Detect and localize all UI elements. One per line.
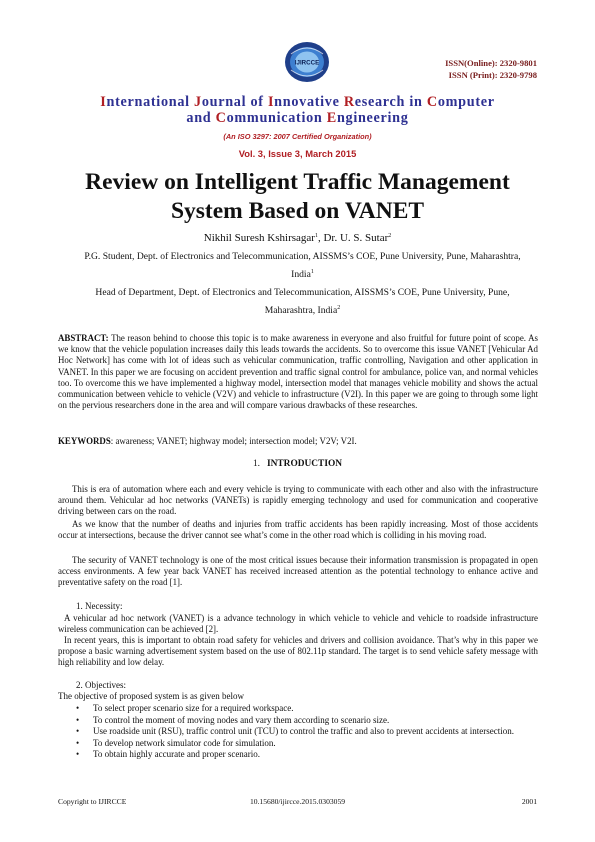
journal-name-line2 — [60, 110, 535, 126]
objectives-heading: 2. Objectives: — [76, 680, 126, 690]
keywords — [58, 436, 538, 447]
affil2-line1: Head of Department, Dept. of Electronics and Telecommunication, AISSMS’s COE, Pune University, Pune, — [95, 287, 510, 298]
list-item: • To obtain highly accurate and proper scenario. — [76, 749, 538, 761]
objectives-list — [76, 703, 538, 761]
jn-cap: I — [267, 94, 275, 110]
necessity-heading: 1. Necessity: — [76, 601, 123, 611]
section-title: INTRODUCTION — [267, 459, 343, 469]
jn-word: ngineering — [336, 110, 409, 126]
affil2-sup: 2 — [337, 305, 341, 311]
authors — [0, 232, 595, 244]
jn-word: ournal of — [201, 94, 268, 110]
jn-cap: R — [343, 94, 355, 110]
section-heading-introduction — [0, 459, 595, 469]
affil1-line1: P.G. Student, Dept. of Electronics and Telecommunication, AISSMS’s COE, Pune University, Pune, Maharashtra, — [84, 251, 521, 262]
keywords-label: KEYWORDS — [58, 436, 111, 446]
jn-cap: C — [426, 94, 438, 110]
journal-logo — [283, 40, 331, 84]
intro-paragraph-2: As we know that the number of deaths and injuries from traffic accidents has been rapidly increasing. Most of those accidents occur at intersections, because the driver cannot see what’s come in the other road which is colliding in his moving road. — [58, 519, 538, 541]
author-1-sup: 1 — [314, 233, 318, 239]
jn-word: omputer — [437, 94, 495, 110]
footer-copyright: Copyright to IJIRCCE — [58, 797, 127, 806]
issn-online: ISSN(Online): 2320-9801 — [445, 58, 537, 68]
affil1-sup: 1 — [310, 269, 314, 275]
author-2: , Dr. U. S. Sutar — [317, 232, 389, 244]
logo-text: IJIRCCE — [294, 59, 320, 67]
jn-word: nnovative — [274, 94, 344, 110]
paper-title — [40, 168, 555, 226]
title-line1: Review on Intelligent Traffic Management — [85, 169, 510, 195]
iso-certification: (An ISO 3297: 2007 Certified Organization) — [223, 132, 372, 141]
footer-page-number: 2001 — [521, 797, 537, 806]
intro-paragraph-1: This is era of automation where each and every vehicle is trying to communicate with each other and also with the infrastructure around them. Vehicular ad hoc networks (VANETs) is rapidly emerging technology and used for communication and cooperative driving between cars on the road. — [58, 484, 538, 517]
volume-issue: Vol. 3, Issue 3, March 2015 — [238, 148, 357, 159]
affiliation-1 — [80, 248, 525, 284]
abstract-text: The reason behind to choose this topic is to make awareness in everyone and also fruitful for future point of scope. As we know that the vehicle population increases daily this leads towards the accidents. So to overcome this issue VANET [Vehicular Ad Hoc Network] has come with lot of ideas such as vehicular communication, traffic controlling, Navigation and other application in VANET. In this paper we are focusing on accident prevention and traffic signal control for ambulance, police van, and normal vehicles too. To overcome this we have implemented a highway model, intersection model that manages vehicle mobility and shows the actual communication between vehicle to vehicle (V2V) and vehicle to infrastructure (V2I). In this paper we are going to through some light on the pervious researchers done in the area and will compare various drawbacks of these researches. — [58, 333, 538, 411]
objectives-intro: The objective of proposed system is as given below — [58, 691, 244, 701]
jn-cap: E — [326, 110, 337, 126]
jn-cap: C — [215, 110, 227, 126]
footer-doi: 10.15680/ijircce.2015.0303059 — [249, 797, 346, 806]
list-item: • To develop network simulator code for simulation. — [76, 738, 538, 750]
necessity-paragraph-2: In recent years, this is important to obtain road safety for vehicles and drivers and collision avoidance. That’s why in this paper we propose a basic warning advertisement system based on the use of 802.11p standard. The target is to send vehicle safety message with high reliability and low delay. — [58, 635, 538, 668]
jn-word: esearch in — [354, 94, 427, 110]
affil1-line2: India — [291, 269, 311, 280]
affiliation-2 — [80, 284, 525, 320]
list-item: • To select proper scenario size for a required workspace. — [76, 703, 538, 715]
abstract-label: ABSTRACT: — [58, 333, 109, 343]
issn-print: ISSN (Print): 2320-9798 — [448, 70, 537, 80]
title-line2: System Based on VANET — [170, 198, 425, 224]
jn-cap: J — [194, 94, 202, 110]
affil2-line2: Maharashtra, India — [264, 305, 338, 316]
necessity-paragraph-1: A vehicular ad hoc network (VANET) is a advance technology in which vehicle to vehicle and vehicle to roadside infrastructure wireless communication can be achieved [2]. — [58, 613, 538, 635]
author-2-sup: 2 — [388, 233, 392, 239]
abstract — [58, 333, 538, 411]
author-1: Nikhil Suresh Kshirsagar — [203, 232, 315, 244]
list-item: • To control the moment of moving nodes and vary them according to scenario size. — [76, 715, 538, 727]
journal-name-line1 — [60, 94, 535, 110]
jn-word: and — [186, 110, 216, 126]
list-item: • Use roadside unit (RSU), traffic control unit (TCU) to control the traffic and also to prevent accidents at intersection. — [76, 726, 538, 738]
jn-word: ommunication — [226, 110, 327, 126]
keywords-text: : awareness; VANET; highway model; intersection model; V2V; V2I. — [110, 436, 357, 446]
jn-cap: I — [100, 94, 107, 110]
jn-word: nternational — [106, 94, 195, 110]
section-number: 1. — [252, 459, 260, 469]
intro-paragraph-3: The security of VANET technology is one of the most critical issues because their information transmission is propagated in open access environments. A few year back VANET has received increased attention as the potential technology to enhance active and preventative safety on the road [1]. — [58, 555, 538, 588]
